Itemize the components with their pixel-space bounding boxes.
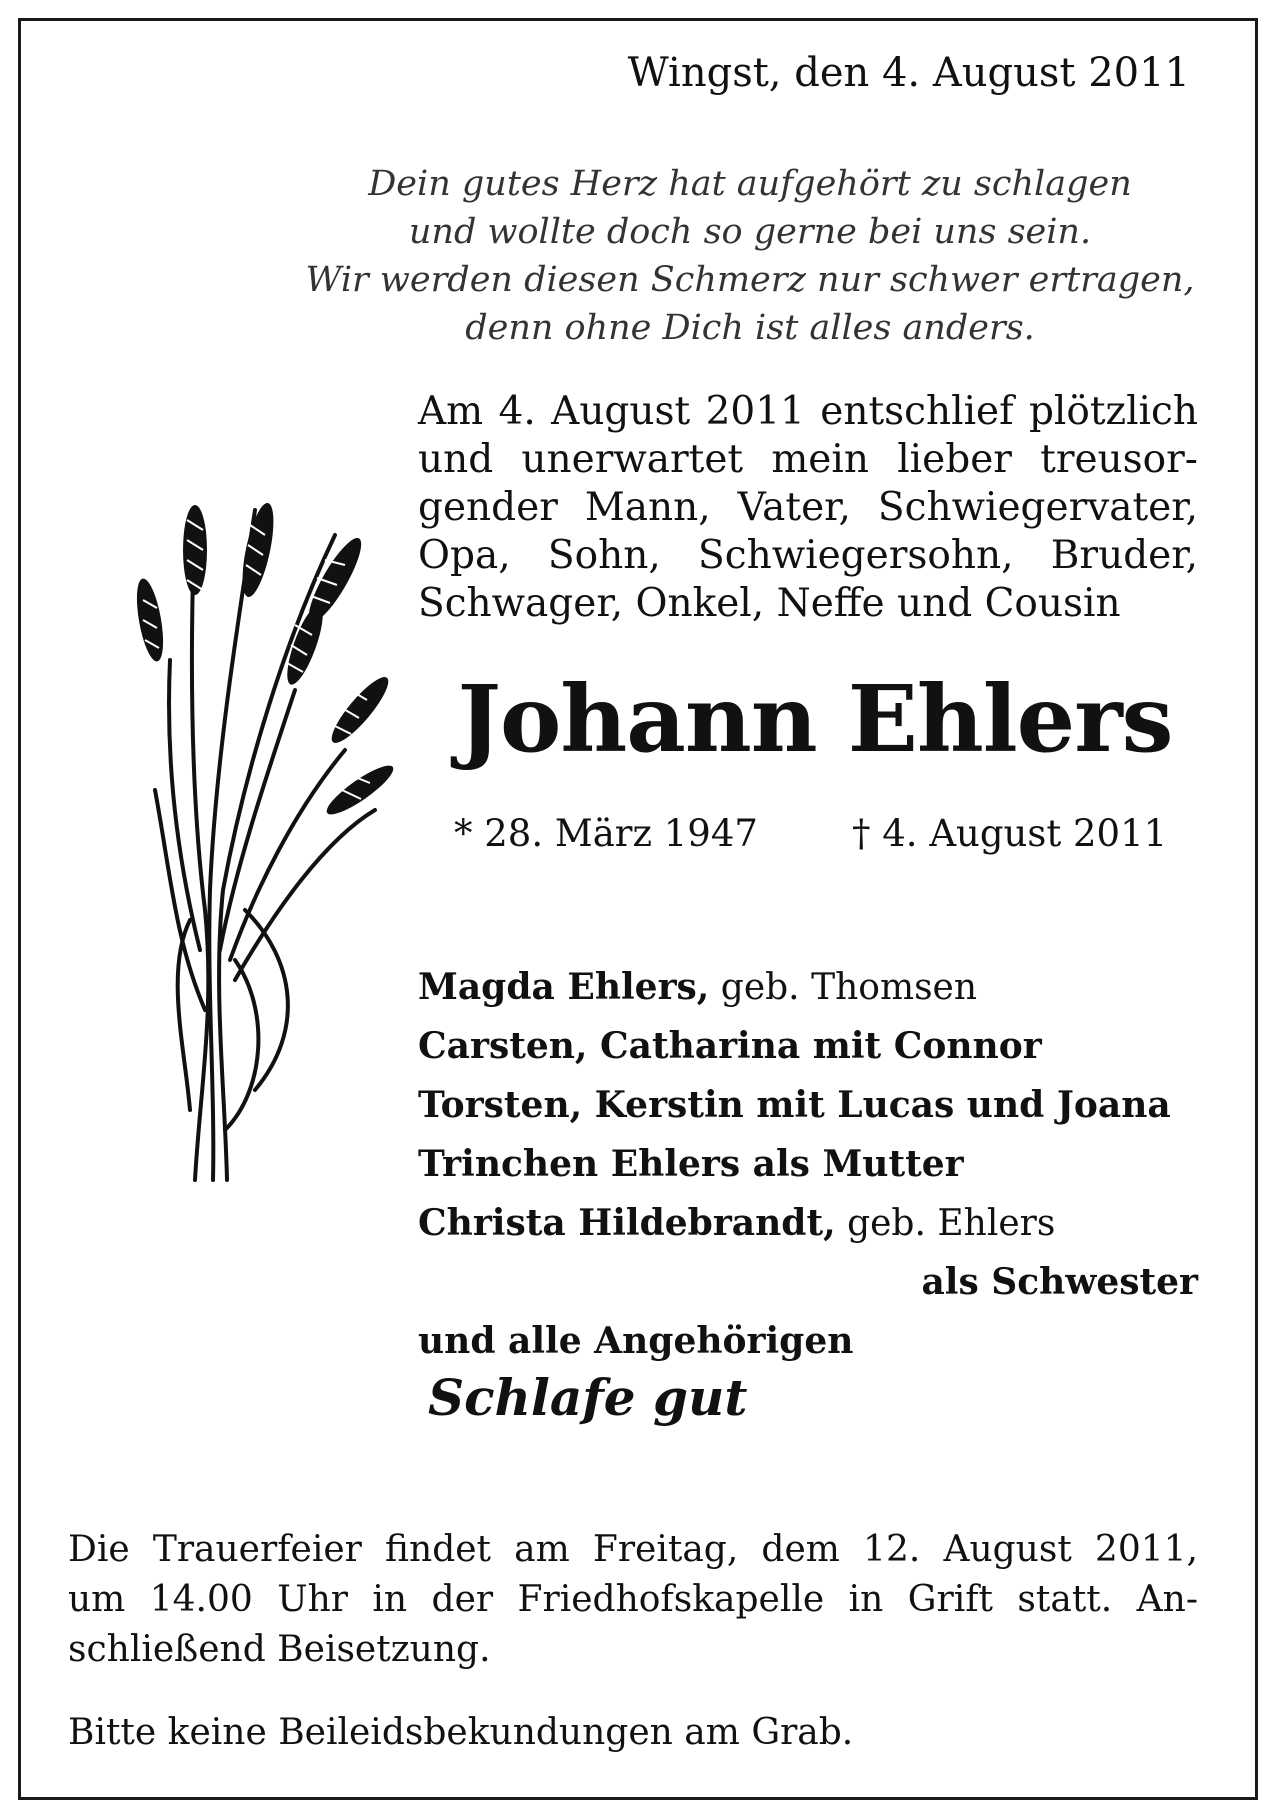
announcement-line: Am 4. August 2011 entschlief plötzlich: [418, 389, 1198, 434]
mourners-list: [418, 958, 1198, 1371]
condolence-request: Bitte keine Beileidsbekundungen am Grab.: [68, 1712, 854, 1753]
notice-line: um 14.00 Uhr in der Friedhofskapelle in Grift statt. An-: [68, 1579, 1198, 1620]
mourner-relation: als Schwester: [921, 1261, 1198, 1303]
mourner-line: [418, 1253, 1198, 1312]
place-date: Wingst, den 4. August 2011: [627, 50, 1190, 96]
mourner-name: Torsten, Kerstin mit Lucas und Joana: [418, 1084, 1171, 1126]
mourner-name: Christa Hildebrandt,: [418, 1202, 836, 1244]
announcement-line: Opa, Sohn, Schwiegersohn, Bruder,: [418, 533, 1198, 578]
notice-line: Die Trauerfeier findet am Freitag, dem 12. August 2011,: [68, 1529, 1198, 1570]
mourner-name: und alle Angehörigen: [418, 1320, 854, 1362]
mourner-maiden-name: geb. Thomsen: [709, 967, 978, 1008]
poem-line: und wollte doch so gerne bei uns sein.: [408, 212, 1092, 252]
death-date: † 4. August 2011: [852, 812, 1168, 855]
birth-date: * 28. März 1947: [454, 812, 758, 855]
poem-line: denn ohne Dich ist alles anders.: [465, 308, 1035, 348]
announcement-line: Schwager, Onkel, Neffe und Cousin: [418, 581, 1121, 626]
poem-line: Wir werden diesen Schmerz nur schwer ertragen,: [305, 260, 1195, 300]
mourner-name: Trinchen Ehlers als Mutter: [418, 1143, 964, 1185]
poem: [290, 160, 1210, 352]
mourner-maiden-name: geb. Ehlers: [835, 1203, 1056, 1244]
mourner-line: [418, 1312, 1198, 1371]
mourner-line: [418, 1076, 1198, 1135]
notice-line: schließend Beisetzung.: [68, 1629, 491, 1670]
deceased-name: Johann Ehlers: [457, 665, 1173, 773]
funeral-notice: [68, 1525, 1198, 1675]
announcement-line: und unerwartet mein lieber treusor-: [418, 437, 1198, 482]
mourner-name: Carsten, Catharina mit Connor: [418, 1025, 1042, 1067]
wheat-ears-icon: [95, 490, 395, 1190]
mourner-line: [418, 1135, 1198, 1194]
mourner-name: Magda Ehlers,: [418, 966, 710, 1008]
closing-phrase: Schlafe gut: [428, 1368, 748, 1427]
poem-line: Dein gutes Herz hat aufgehört zu schlagen: [368, 164, 1132, 204]
mourner-line: [418, 1194, 1198, 1253]
announcement-text: [418, 388, 1198, 628]
mourner-line: [418, 1017, 1198, 1076]
announcement-line: gender Mann, Vater, Schwiegervater,: [418, 485, 1198, 530]
mourner-line: [418, 958, 1198, 1017]
